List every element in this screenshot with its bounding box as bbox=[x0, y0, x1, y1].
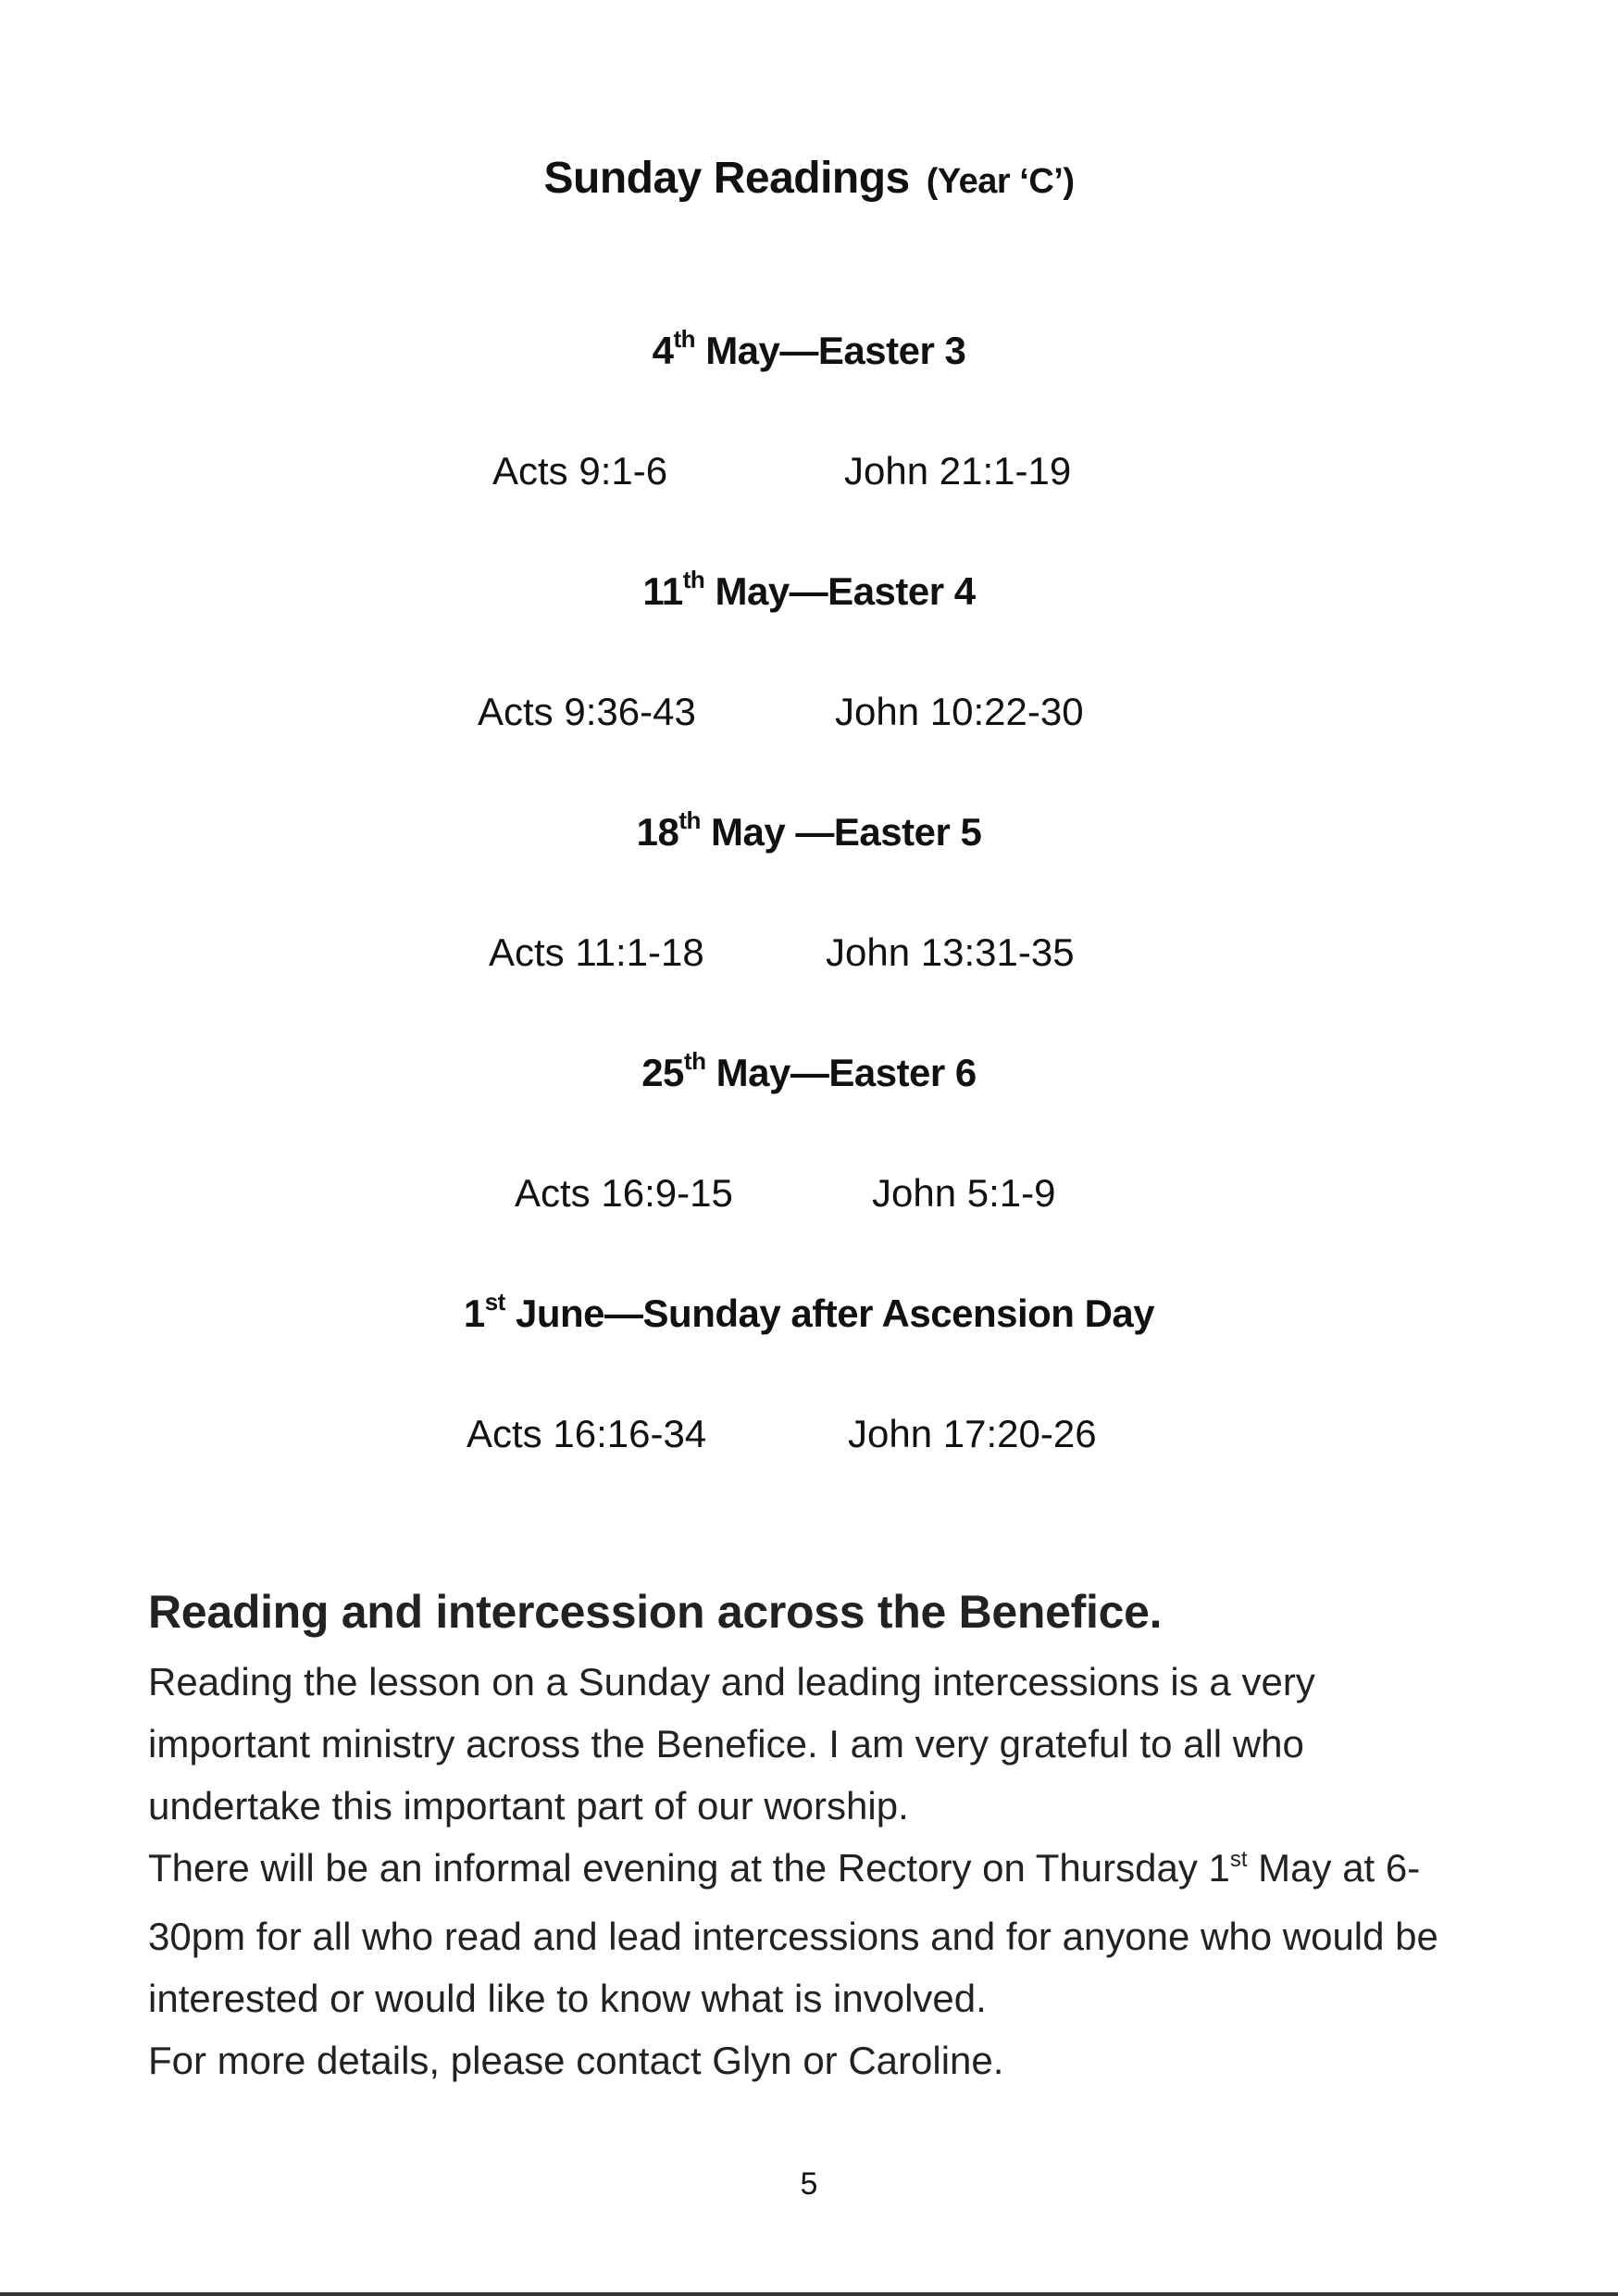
sunday-day: 18 bbox=[636, 810, 679, 854]
sunday-day: 11 bbox=[642, 569, 683, 613]
readings-row bbox=[0, 1171, 1618, 1227]
sunday-day-suffix: th bbox=[678, 806, 701, 834]
sunday-name: May—Easter 6 bbox=[705, 1051, 977, 1094]
readings-row bbox=[0, 690, 1618, 745]
sunday-name: June—Sunday after Ascension Day bbox=[504, 1292, 1155, 1335]
sunday-day-suffix: th bbox=[682, 566, 705, 593]
gospel-reading: John 13:31-35 bbox=[826, 930, 1075, 974]
section-body bbox=[148, 1651, 1481, 2091]
section-heading: Reading and intercession across the Benefice. bbox=[148, 1586, 1163, 1638]
sunday-name: May—Easter 3 bbox=[695, 329, 966, 372]
sunday-day-suffix: th bbox=[683, 1047, 706, 1075]
page-number: 5 bbox=[800, 2166, 818, 2202]
sunday-name: May—Easter 4 bbox=[704, 569, 976, 613]
gospel-reading: John 10:22-30 bbox=[835, 690, 1084, 733]
gospel-reading: John 21:1-19 bbox=[844, 449, 1072, 493]
sunday-day: 4 bbox=[652, 329, 674, 372]
sunday-day: 25 bbox=[641, 1051, 684, 1094]
paragraph-evening bbox=[148, 1837, 1481, 2029]
sunday-name: May —Easter 5 bbox=[700, 810, 982, 854]
gospel-reading: John 17:20-26 bbox=[848, 1412, 1097, 1455]
sunday-heading bbox=[0, 1288, 1618, 1336]
evening-date-suffix: st bbox=[1229, 1847, 1248, 1872]
first-reading: Acts 9:1-6 bbox=[492, 449, 668, 493]
sunday-day: 1 bbox=[463, 1292, 485, 1335]
sunday-day-suffix: th bbox=[673, 325, 696, 353]
title-main: Sunday Readings bbox=[543, 154, 910, 203]
title-year: (Year ‘C’) bbox=[926, 162, 1075, 201]
first-reading: Acts 9:36-43 bbox=[478, 690, 696, 733]
evening-text-end: May at 6-30pm for all who read and lead intercessions and for anyone who would be interested or would like to know what is involved. bbox=[148, 1846, 1438, 2020]
gospel-reading: John 5:1-9 bbox=[872, 1171, 1056, 1215]
sunday-heading bbox=[0, 325, 1618, 373]
first-reading: Acts 16:9-15 bbox=[515, 1171, 733, 1215]
readings-row bbox=[0, 1412, 1618, 1467]
paragraph-contact: For more details, please contact Glyn or Caroline. bbox=[148, 2039, 1004, 2082]
evening-text-start: There will be an informal evening at the Rectory on Thursday 1 bbox=[148, 1846, 1230, 1890]
page-title bbox=[0, 153, 1618, 204]
readings-row bbox=[0, 930, 1618, 986]
first-reading: Acts 16:16-34 bbox=[467, 1412, 707, 1455]
sunday-heading bbox=[0, 566, 1618, 614]
first-reading: Acts 11:1-18 bbox=[489, 930, 704, 974]
sunday-day-suffix: st bbox=[484, 1288, 505, 1316]
sunday-heading bbox=[0, 806, 1618, 855]
readings-row bbox=[0, 449, 1618, 505]
sunday-heading bbox=[0, 1047, 1618, 1095]
paragraph-ministry: Reading the lesson on a Sunday and leading intercessions is a very important ministry across the Benefice. I am very grateful to all who undertake this important part of our worship. bbox=[148, 1660, 1315, 1828]
bottom-divider bbox=[0, 2292, 1618, 2296]
